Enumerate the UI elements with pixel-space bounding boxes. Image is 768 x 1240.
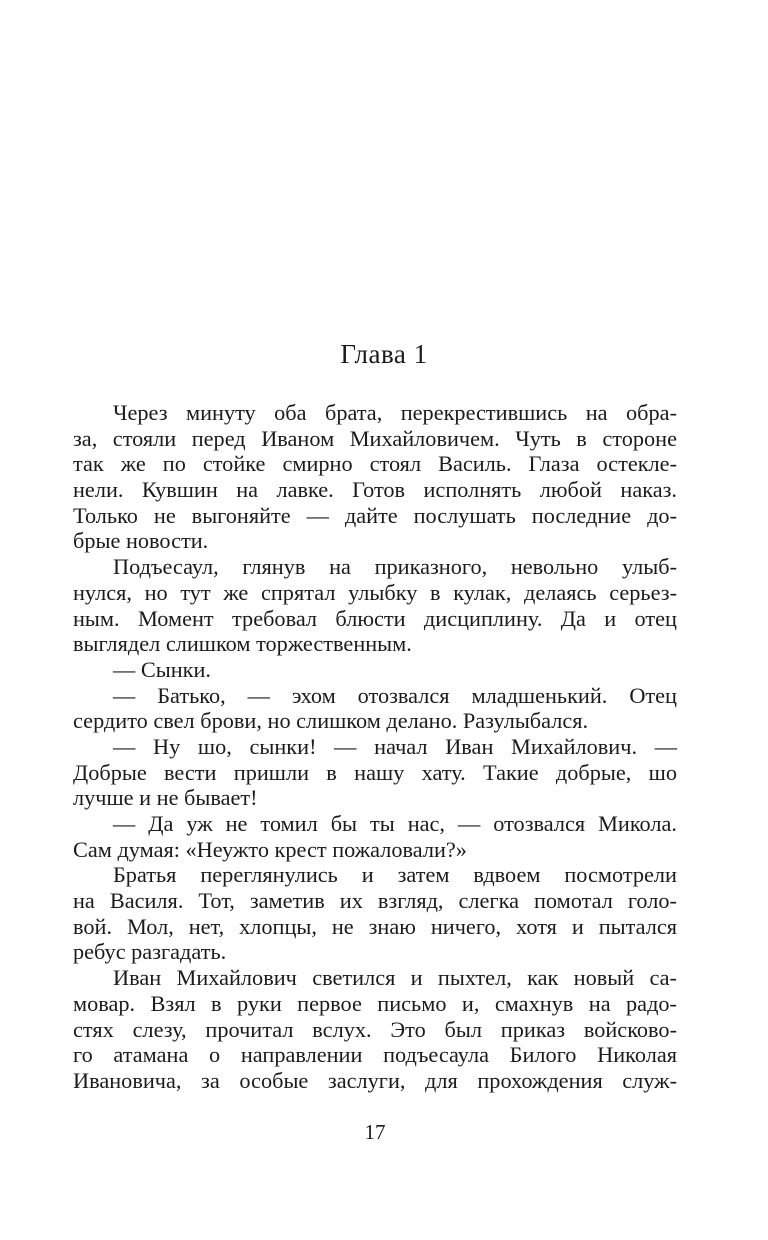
text-line: Добрые вести пришли в нашу хату. Такие добрые, шо [73,759,677,785]
text-line: Через минуту оба брата, перекрестившись на обра- [113,400,677,425]
text-line: выглядел слишком торжественным. [73,631,412,657]
paragraph [73,554,677,657]
text-line: вой. Мол, нет, хлопцы, не знаю ничего, хотя и пытался [73,913,677,939]
text-line: за, стояли перед Иваном Михайловичем. Чуть в стороне [73,425,677,451]
paragraph [73,683,677,734]
text-line: лучше и не бывает! [73,785,258,811]
text-line: на Василя. Тот, заметив их взгляд, слегка помотал голо- [73,888,677,914]
text-line: го атамана о направлении подъесаула Билого Николая [73,1042,677,1068]
text-line: ным. Момент требовал блюсти дисциплину. Да и отец [73,605,677,631]
text-line: — Батько, — эхом отозвался младшенький. Отец [113,682,677,708]
text-line: ребус разгадать. [73,939,227,965]
text-line: сердито свел брови, но слишком делано. Разулыбался. [73,708,589,734]
text-line: Подъесаул, глянув на приказного, невольно улыб- [113,554,677,580]
text-line: Только не выгоняйте — дайте послушать последние до- [73,502,677,528]
text-line: так же по стойке смирно стоял Василь. Глаза остекле- [73,451,677,477]
paragraph [73,657,677,683]
text-line: Братья переглянулись и затем вдвоем посмотрели [113,862,677,888]
paragraph [73,811,677,862]
paragraph [73,734,677,811]
text-line: мовар. Взял в руки первое письмо и, смахнув на радо- [73,990,677,1016]
chapter-title: Глава 1 [340,339,428,369]
paragraph [73,965,677,1093]
text-line: брые новости. [73,528,209,554]
paragraph [73,400,677,554]
page-number: 17 [364,1120,386,1144]
text-line: — Да уж не томил бы ты нас, — отозвался Микола. [113,811,677,836]
text-line: Сам думая: «Неужто крест пожаловали?» [73,836,467,862]
paragraph [73,862,677,965]
text-block [73,400,677,1094]
text-line: нулся, но тут же спрятал улыбку в кулак, делаясь серьез- [73,579,677,605]
text-line: Ивановича, за особые заслуги, для прохождения служ- [73,1067,677,1093]
text-line: стях слезу, прочитал вслух. Это был приказ войсково- [73,1016,677,1042]
text-line: нели. Кувшин на лавке. Готов исполнять любой наказ. [73,477,677,503]
text-line: — Сынки. [113,656,211,682]
text-line: Иван Михайлович светился и пыхтел, как новый са- [113,965,677,991]
text-line: — Ну шо, сынки! — начал Иван Михайлович. — [113,733,677,759]
